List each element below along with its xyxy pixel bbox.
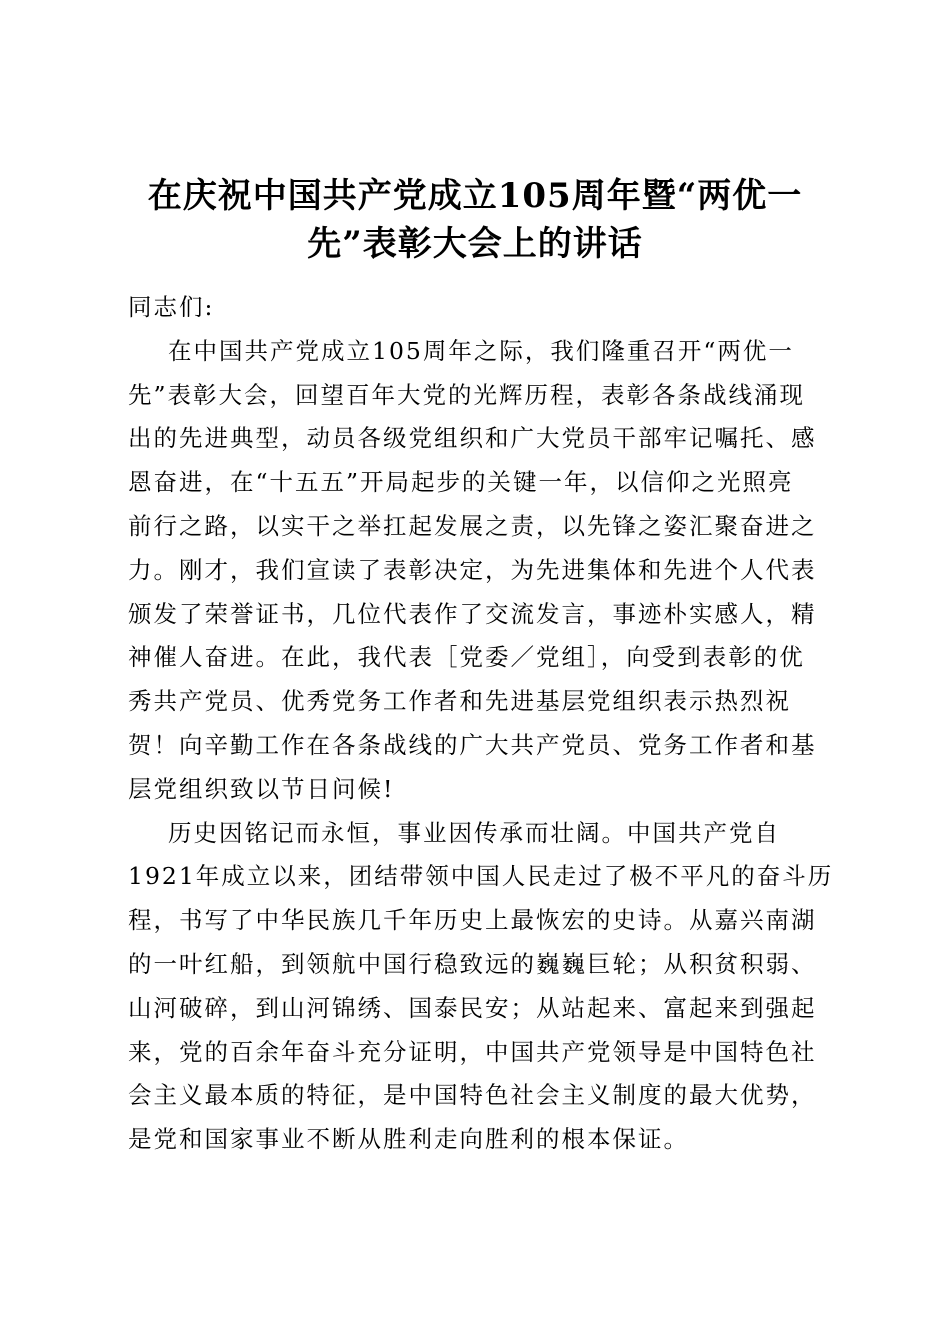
- paragraph-line: 秀共产党员、优秀党务工作者和先进基层党组织表示热烈祝: [128, 687, 791, 716]
- paragraph-line: 贺！向辛勤工作在各条战线的广大共产党员、党务工作者和基: [128, 730, 817, 759]
- paragraph-line: 力。刚才，我们宣读了表彰决定，为先进集体和先进个人代表: [128, 555, 817, 584]
- paragraph-line: 1921年成立以来，团结带领中国人民走过了极不平凡的奋斗历: [128, 862, 834, 891]
- paragraph-line: 层党组织致以节日问候!: [128, 774, 395, 803]
- paragraph: [128, 330, 828, 812]
- paragraph-line: 神催人奋进。在此，我代表［党委／党组］，向受到表彰的优: [128, 643, 805, 672]
- title-line: 先”表彰大会上的讲话: [307, 224, 643, 264]
- paragraph-line: 山河破碎，到山河锦绣、国泰民安；从站起来、富起来到强起: [128, 993, 817, 1022]
- paragraph-line: 来，党的百余年奋斗充分证明，中国共产党领导是中国特色社: [128, 1037, 817, 1066]
- title-line: 在庆祝中国共产党成立105周年暨“两优一: [147, 176, 803, 216]
- salutation: 同志们:: [128, 293, 215, 321]
- paragraph-line: 程，书写了中华民族几千年历史上最恢宏的史诗。从嘉兴南湖: [128, 906, 817, 935]
- paragraph-line: 会主义最本质的特征，是中国特色社会主义制度的最大优势，: [128, 1081, 817, 1110]
- paragraph-line: 出的先进典型，动员各级党组织和广大党员干部牢记嘱托、感: [128, 424, 817, 453]
- document-body: [128, 286, 834, 1162]
- paragraph-line: 颁发了荣誉证书，几位代表作了交流发言，事迹朴实感人，精: [128, 599, 817, 628]
- paragraph: [128, 812, 834, 1162]
- paragraph-line: 历史因铭记而永恒，事业因传承而壮阔。中国共产党自: [168, 818, 780, 847]
- paragraph-line: 先”表彰大会，回望百年大党的光辉历程，表彰各条战线涌现: [128, 380, 806, 409]
- paragraph-line: 的一叶红船，到领航中国行稳致远的巍巍巨轮；从积贫积弱、: [128, 949, 817, 978]
- paragraph-line: 是党和国家事业不断从胜利走向胜利的根本保证。: [128, 1125, 689, 1154]
- paragraph-line: 在中国共产党成立105周年之际，我们隆重召开“两优一: [168, 336, 794, 365]
- paragraph-line: 前行之路，以实干之举扛起发展之责，以先锋之姿汇聚奋进之: [128, 511, 817, 540]
- document-title: [100, 172, 850, 268]
- paragraph-line: 恩奋进，在“十五五”开局起步的关键一年，以信仰之光照亮: [128, 468, 794, 497]
